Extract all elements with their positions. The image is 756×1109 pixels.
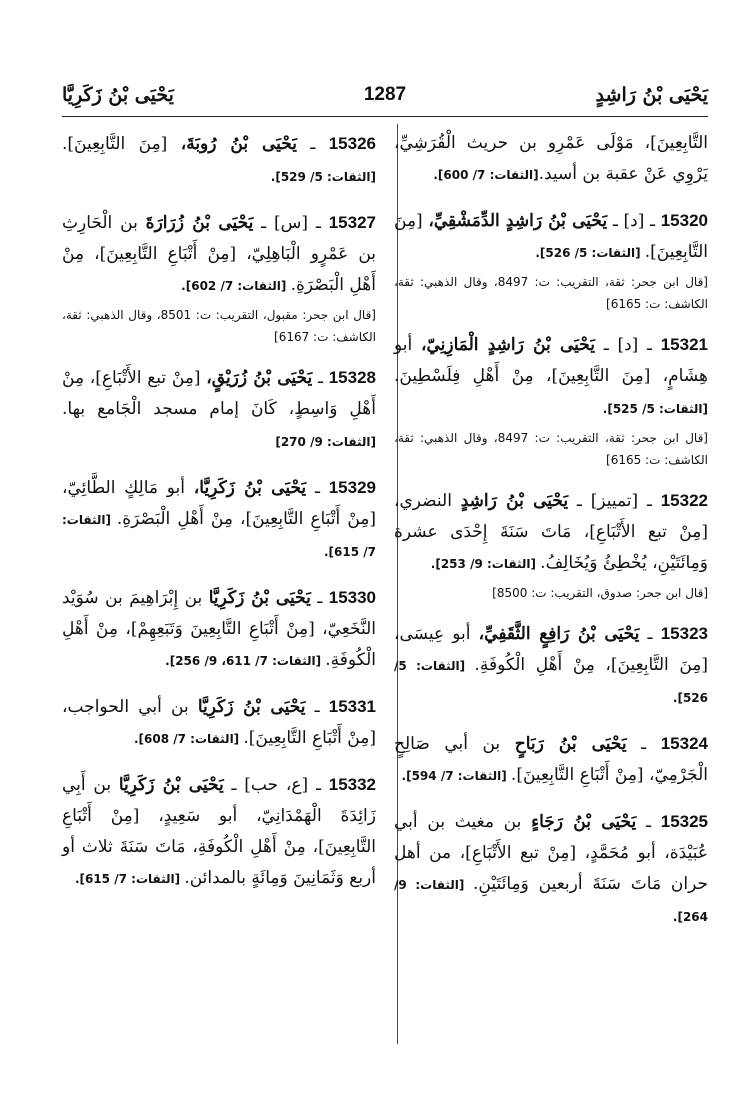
entry-text: بن أَبِي زَائِدَةَ الْهَمْدَانِيّ، أبو سَعِيدٍ، [مِنْ أَتْبَاعِ التَّابِعِينَ]، مِنْ أَهْلِ الْكُوفَةِ، مَاتَ سَنَةَ ثلاث أو أربع وَثَمَانِينَ وَمِائَةٍ بالمدائن. [62,775,376,888]
entry-number: 15326 [328,134,376,153]
entry-reference: [الثقات: 5/ 526]. [394,659,708,705]
entry-text: أبو هِشَامٍ، [مِنَ التَّابِعِينَ]، مِنْ أَهْلِ فِلَسْطِينَ. [394,335,708,386]
entry-name: يَحْيَى بْنُ زُرَارَةَ [145,213,254,233]
entry-name: يَحْيَى بْنُ رَاشِدٍ الْمَازِنِيّ، [420,335,595,355]
entry-name: يَحْيَى بْنُ زَكَرِيَّا، [193,478,307,498]
entry-name: يَحْيَى بْنُ رَجَاءٍ [531,812,637,832]
entry-continuation [394,128,708,191]
entry-note: [قال ابن جحر: ثقة، التقريب: ت: 8497، وقال الذهبي: ثقة، الكاشف: ت: 6165] [394,431,708,467]
entry-text: بن مغيث بن أبي عُبَيْدَة، أبو مُحَمَّدٍ، [مِنْ تبع الأَتْبَاعِ]، من أهل حران مَاتَ سَنَةَ أربعين وَمِائَتَيْنِ. [394,812,708,894]
entry-15327 [62,207,376,348]
entry-text: [مِنَ التَّابِعِينَ]. [394,211,708,262]
entry-reference: [الثقات: 5/ 526]. [535,246,645,260]
entry-number: 15325 [660,812,709,831]
running-header [62,80,708,114]
entry-number: 15328 [328,368,376,387]
entry-reference: [الثقات: 7/ 594]. [401,769,511,783]
entry-15325 [394,806,708,933]
entry-name: يَحْيَى بْنُ زَكَرِيَّا [118,775,224,795]
entry-15321 [394,329,708,471]
entry-text: بن الْحَارِثِ بن عَمْرٍو الْبَاهِلِيّ، [مِنْ أَتْبَاعِ التَّابِعِينَ]، مِنْ أَهْلِ الْبَصْرَةِ. [62,213,376,295]
entry-15329 [62,472,376,568]
entry-name: يَحْيَى بْنُ زُرَيْقٍ، [206,368,313,388]
entry-15331 [62,691,376,755]
entry-number: 15331 [328,697,377,716]
entry-text: [مِنْ تبع الأَتْبَاعِ]، مِنْ أَهْلِ وَاسِطٍ، كَانَ إمام مسجد الْجَامع بها. [62,368,376,419]
entry-number: 15329 [328,478,376,497]
entry-15326 [62,128,376,193]
entry-name: يَحْيَى بْنُ رُوبَةَ، [180,134,297,154]
entry-name: يَحْيَى بْنُ رَبَاحٍ [514,734,627,754]
entry-prefix: ـ [د] ـ [607,211,661,231]
entry-reference: [الثقات: 7/ 602]. [181,279,291,293]
page-number: 1287 [363,84,407,105]
entry-text: بن إِبْرَاهِيمَ بن سُوَيْد النَّخَعِيّ، [مِنْ أَتْبَاعِ التَّابِعِينَ وَتَبَعِهِمْ]، مِنْ أَهْلِ الْكُوفَةِ. [62,588,376,670]
entry-name: يَحْيَى بْنُ رَاشِدٍ [460,491,569,511]
entry-15330 [62,582,376,677]
entry-number: 15332 [328,775,377,794]
entry-text: أبو عِيسَى، [مِنَ التَّابِعِينَ]، مِنْ أَهْلِ الْكُوفَةِ. [394,624,708,675]
entry-name: يَحْيَى بْنُ زَكَرِيَّا [197,697,306,717]
entry-prefix: ـ [626,734,661,754]
entry-prefix: ـ [س] ـ [253,213,329,233]
entry-note: [قال ابن جحر: صدوق، التقريب: ت: 8500] [492,586,708,600]
entry-15323 [394,618,708,714]
entry-reference: [الثقات: 7/ 615]. [62,513,376,559]
entry-prefix: ـ [تمييز] ـ [568,491,661,511]
entry-15320 [394,205,708,315]
entry-reference: [الثقات: 9/ 264]. [394,878,708,924]
left-column [62,128,376,909]
entry-reference: [الثقات: 7/ 608]. [133,732,244,746]
entry-reference: [الثقات: 7/ 600]. [433,168,539,182]
right-column [394,128,708,947]
entry-prefix: ـ [312,368,329,388]
entry-prefix: ـ [305,697,329,717]
header-left-title: يَحْيَى بْنُ زَكَرِيَّا [62,84,174,106]
entry-number: 15327 [328,213,376,232]
entry-prefix: ـ [296,134,329,154]
header-rule [62,116,708,117]
entry-prefix: ـ [ع، حب] ـ [223,775,329,795]
entry-15328 [62,362,376,458]
entry-name: يَحْيَى بْنُ زَكَرِيَّا [208,588,311,608]
entry-reference: [الثقات: 9/ 253]. [430,557,541,571]
entry-text: بن أبي الحواجب، [مِنْ أَتْبَاعِ التَّابِعِينَ]. [62,697,376,748]
entry-text: التَّابِعِينَ]، مَوْلَى عَمْرِو بن حريث الْقُرَشِيِّ، يَرْوِي عَنْ عقبة بن أسيد. [394,133,708,184]
entry-name: يَحْيَى بْنُ رَاشِدٍ الدِّمَشْقِيِّ، [428,211,608,231]
entry-text: أبو مَالِكٍ الطَّائِيّ، [مِنْ أَتْبَاعِ التَّابِعِينَ]، مِنْ أَهْلِ الْبَصْرَةِ. [62,478,376,529]
entry-reference: [الثقات: 7/ 611، 9/ 256]. [165,654,326,668]
entry-text: بن أبي صَالِحٍ الْجَرْمِيّ، [مِنْ أَتْبَاعِ التَّابِعِينَ]. [394,734,708,785]
entry-15332 [62,769,376,895]
entry-15324 [394,728,708,792]
entry-prefix: ـ [310,588,329,608]
entry-number: 15330 [328,588,377,607]
entry-text: [مِنَ التَّابِعِينَ]. [62,134,181,154]
entry-prefix: ـ [د] ـ [595,335,661,355]
entry-note: [قال ابن جحر: مقبول، التقريب: ت: 8501، وقال الذهبي: ثقة، الكاشف: ت: 6167] [62,308,376,344]
entry-name: يَحْيَى بْنُ رَافِعٍ الثَّقَفِيِّ، [478,624,640,644]
entry-number: 15322 [660,491,708,510]
entry-reference: [الثقات: 7/ 615]. [74,872,185,886]
entry-number: 15323 [660,624,708,643]
entry-15322 [394,485,708,604]
entry-reference: [الثقات: 5/ 525]. [602,402,708,416]
entry-number: 15320 [660,211,708,230]
entry-text: النضري، [مِنْ تبع الأَتْبَاعِ]، مَاتَ سَنَةَ إِحْدَى عشرة وَمِائَتَيْنِ، يُخْطِئُ وَيُخَالِفُ. [394,491,708,573]
entry-number: 15324 [660,734,708,753]
entry-prefix: ـ [639,624,661,644]
entry-number: 15321 [660,335,708,354]
entry-prefix: ـ [636,812,661,832]
entry-note: [قال ابن جحر: ثقة، التقريب: ت: 8497، وقال الذهبي: ثقة، الكاشف: ت: 6165] [394,275,708,311]
header-right-title: يَحْيَى بْنُ رَاشِدٍ [595,84,708,106]
entry-prefix: ـ [306,478,329,498]
entry-reference: [الثقات: 5/ 529]. [270,170,376,184]
entry-reference: [الثقات: 9/ 270] [275,435,376,449]
